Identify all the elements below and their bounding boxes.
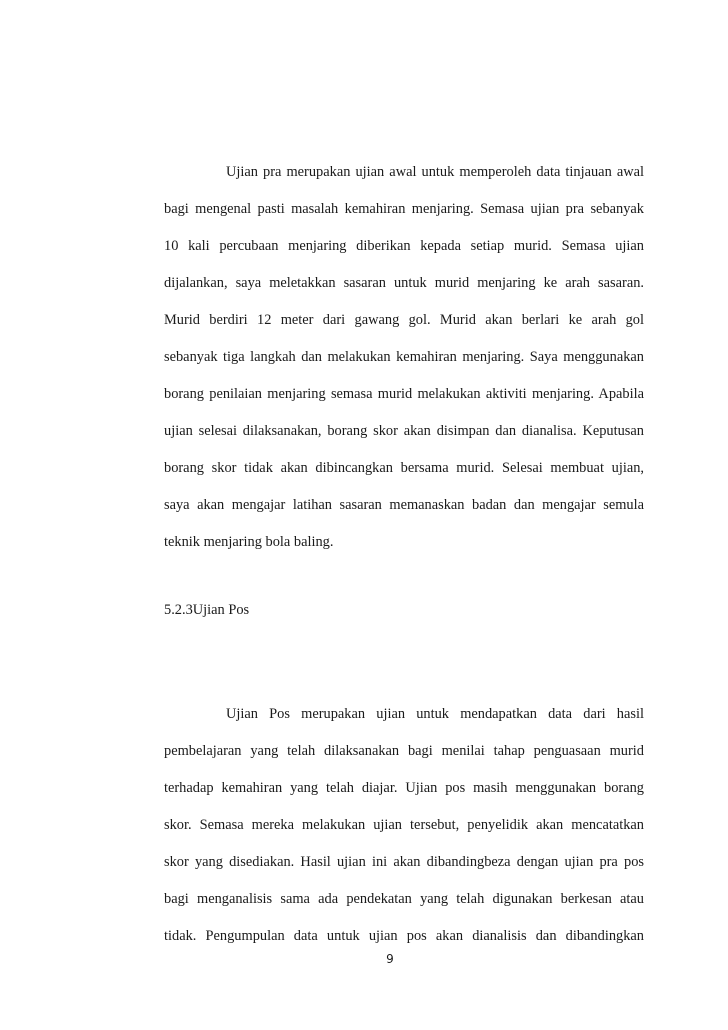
paragraph-line: borang penilaian menjaring semasa murid melakukan aktiviti menjaring. Apabila [164,386,644,402]
paragraph-line: Murid berdiri 12 meter dari gawang gol. Murid akan berlari ke arah gol [164,312,644,328]
paragraph-line: terhadap kemahiran yang telah diajar. Ujian pos masih menggunakan borang [164,780,644,796]
paragraph-line: bagi menganalisis sama ada pendekatan yang telah digunakan berkesan atau [164,891,644,907]
paragraph-line: bagi mengenal pasti masalah kemahiran menjaring. Semasa ujian pra sebanyak [164,201,644,217]
paragraph-line: Ujian pra merupakan ujian awal untuk memperoleh data tinjauan awal [226,164,644,180]
paragraph-line: borang skor tidak akan dibincangkan bersama murid. Selesai membuat ujian, [164,460,644,476]
paragraph-line: skor. Semasa mereka melakukan ujian tersebut, penyelidik akan mencatatkan [164,817,644,833]
section-heading: 5.2.3Ujian Pos [164,602,250,618]
paragraph-line: teknik menjaring bola baling. [164,534,334,550]
paragraph-line: 10 kali percubaan menjaring diberikan kepada setiap murid. Semasa ujian [164,238,644,254]
paragraph-line: dijalankan, saya meletakkan sasaran untuk murid menjaring ke arah sasaran. [164,275,644,291]
paragraph-line: skor yang disediakan. Hasil ujian ini akan dibandingbeza dengan ujian pra pos [164,854,644,870]
paragraph-line: saya akan mengajar latihan sasaran memanaskan badan dan mengajar semula [164,497,644,513]
paragraph-line: Ujian Pos merupakan ujian untuk mendapatkan data dari hasil [226,706,644,722]
paragraph-line: sebanyak tiga langkah dan melakukan kemahiran menjaring. Saya menggunakan [164,349,644,365]
page-number: 9 [386,952,394,966]
paragraph-line: tidak. Pengumpulan data untuk ujian pos akan dianalisis dan dibandingkan [164,928,644,944]
paragraph-line: ujian selesai dilaksanakan, borang skor akan disimpan dan dianalisa. Keputusan [164,423,644,439]
paragraph-line: pembelajaran yang telah dilaksanakan bagi menilai tahap penguasaan murid [164,743,644,759]
